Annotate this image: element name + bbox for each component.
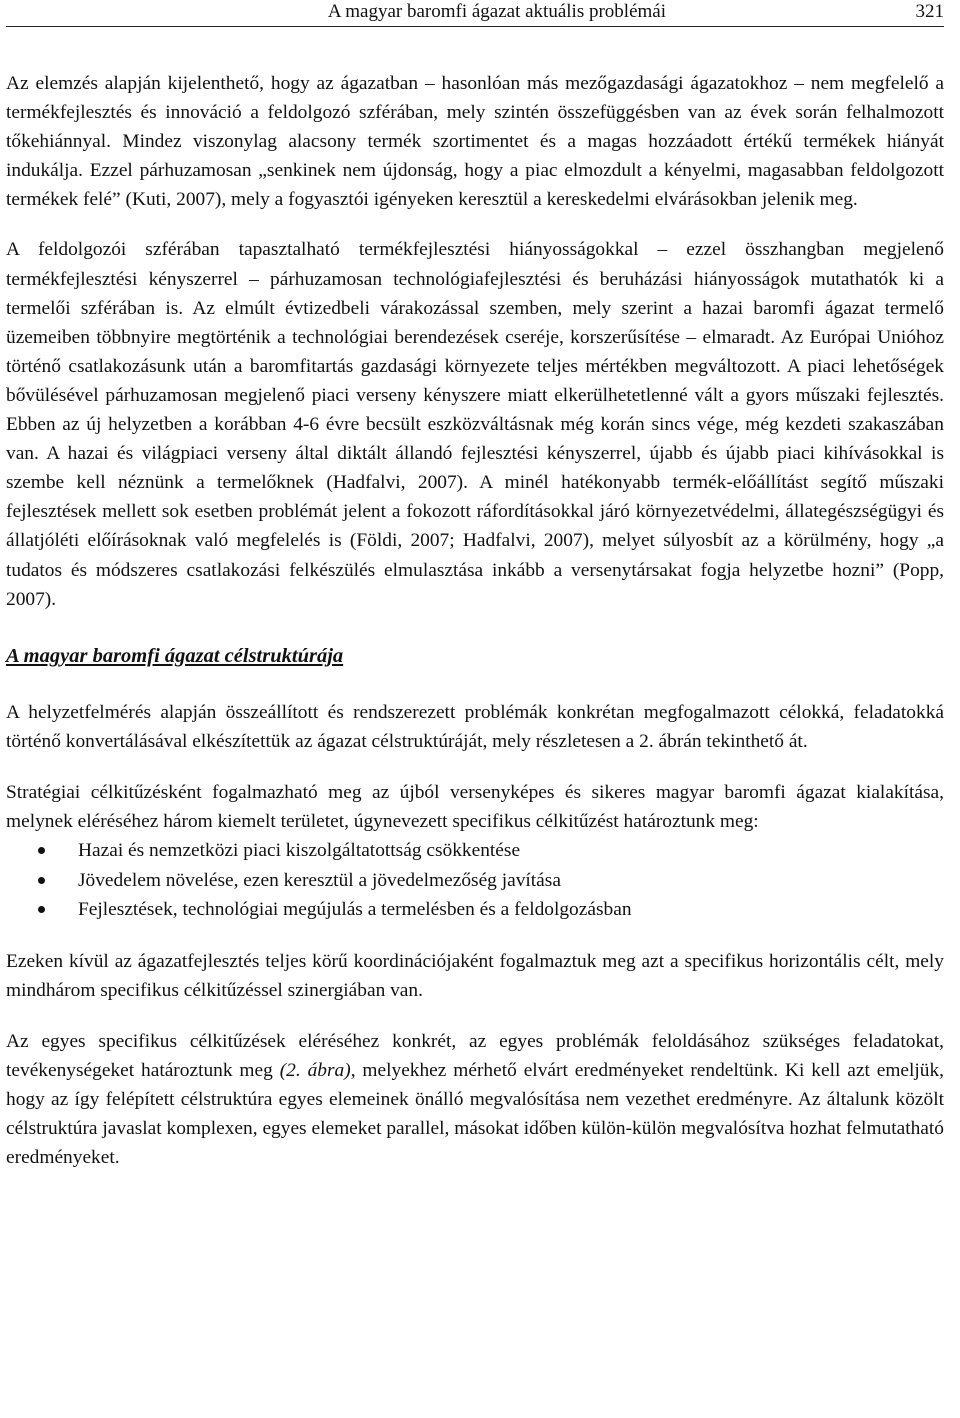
document-page [6, 0, 944, 1418]
figure-reference: (2. ábra) [279, 1059, 351, 1081]
page-number: 321 [915, 1, 944, 22]
running-header [6, 0, 944, 27]
paragraph-6 [6, 1027, 944, 1172]
running-header-title: A magyar baromfi ágazat aktuális problémái [327, 1, 666, 22]
document-body [6, 69, 944, 1172]
section-title: A magyar baromfi ágazat célstruktúrája [6, 644, 344, 667]
list-item: Jövedelem növelése, ezen keresztül a jövedelmezőség javítása [78, 866, 944, 896]
paragraph-3: A helyzetfelmérés alapján összeállított és rendszerezett problémák konkrétan megfogalmazott célokká, feladatokká történő konvertálásával elkészítettük az ágazat célstruktúráját, mely részletesen a 2. ábrán tekinthető át. [6, 701, 944, 752]
specific-goals-list [6, 836, 944, 925]
paragraph-5: Ezeken kívül az ágazatfejlesztés teljes körű koordinációjaként fogalmaztuk meg azt a specifikus horizontális célt, mely mindhárom specifikus célkitűzéssel szinergiában van. [6, 950, 944, 1001]
list-item: Fejlesztések, technológiai megújulás a termelésben és a feldolgozásban [78, 895, 944, 925]
paragraph-2: A feldolgozói szférában tapasztalható termékfejlesztési hiányosságokkal – ezzel összhangban megjelenő termékfejlesztési kényszerrel – párhuzamosan technológiafejlesztési és beruházási hiányosságok mutathatók ki a termelői szférában is. Az elmúlt évtizedbeli várakozással szemben, mely szerint a hazai baromfi ágazat termelő üzemeiben többnyire megtörténik a technológiai berendezések cseréje, korszerűsítése – elmaradt. Az Európai Unióhoz történő csatlakozásunk után a baromfitartás gazdasági környezete teljes mértékben megváltozott. A piaci lehetőségek bővülésével párhuzamosan megjelenő piaci verseny kényszere miatt elkerülhetetlenné vált a gyors műszaki fejlesztés. Ebben az új helyzetben a korábban 4-6 évre becsült eszközváltásnak még korán sincs vége, még kezdeti szakaszában van. A hazai és világpiaci verseny által diktált állandó fejlesztési kényszerrel, újabb és újabb piaci kihívásokkal is szembe kell néznünk a termelőknek (Hadfalvi, 2007). A minél hatékonyabb termék-előállítást segítő műszaki fejlesztések mellett sok esetben problémát jelent a fokozott ráfordításokkal járó környezetvédelmi, állategészségügyi és állatjóléti előírásoknak való megfelelés is (Földi, 2007; Hadfalvi, 2007), melyet súlyosbít az a körülmény, hogy „a tudatos és módszeres csatlakozási felkészülés elmulasztása inkább a versenytársakat fogja helyzetbe hozni” (Popp, 2007). [6, 239, 944, 610]
list-item: Hazai és nemzetközi piaci kiszolgáltatottság csökkentése [78, 836, 944, 866]
paragraph-6-end: , melyekhez mérhető elvárt eredményeket rendeltünk. Ki kell azt emeljük, hogy az így felépített célstruktúra egyes elemeinek önálló megvalósítása nem vezethet eredményre. Az általunk közölt célstruktúra javaslat komplexen, egyes elemeket parallel, másokat időben külön-külön megvalósítva hozhat felmutatható eredményeket. [6, 1059, 945, 1169]
paragraph-1: Az elemzés alapján kijelenthető, hogy az ágazatban – hasonlóan más mezőgazdasági ágazatokhoz – nem megfelelő a termékfejlesztés és innováció a feldolgozó szférában, mely szintén összefüggésben van az évek során felhalmozott tőkehiánnyal. Mindez viszonylag alacsony termék szortimentet és a magas hozzáadott értékű termékek hiányát indukálja. Ezzel párhuzamosan „senkinek nem újdonság, hogy a piac elmozdult a kényelmi, magasabban feldolgozott termékek felé” (Kuti, 2007), mely a fogyasztói igényeken keresztül a kereskedelmi elvárásokban jelenik meg. [6, 73, 944, 211]
paragraph-4: Stratégiai célkitűzésként fogalmazható meg az újból versenyképes és sikeres magyar baromfi ágazat kialakítása, melynek eléréséhez három kiemelt területet, úgynevezett specifikus célkitűzést határoztunk meg: [6, 781, 944, 832]
paragraph-6-start: Az egyes specifikus célkitűzések eléréséhez konkrét, az egyes problémák feloldásához szükséges feladatokat, tevékenységeket határoztunk meg [6, 1030, 944, 1081]
